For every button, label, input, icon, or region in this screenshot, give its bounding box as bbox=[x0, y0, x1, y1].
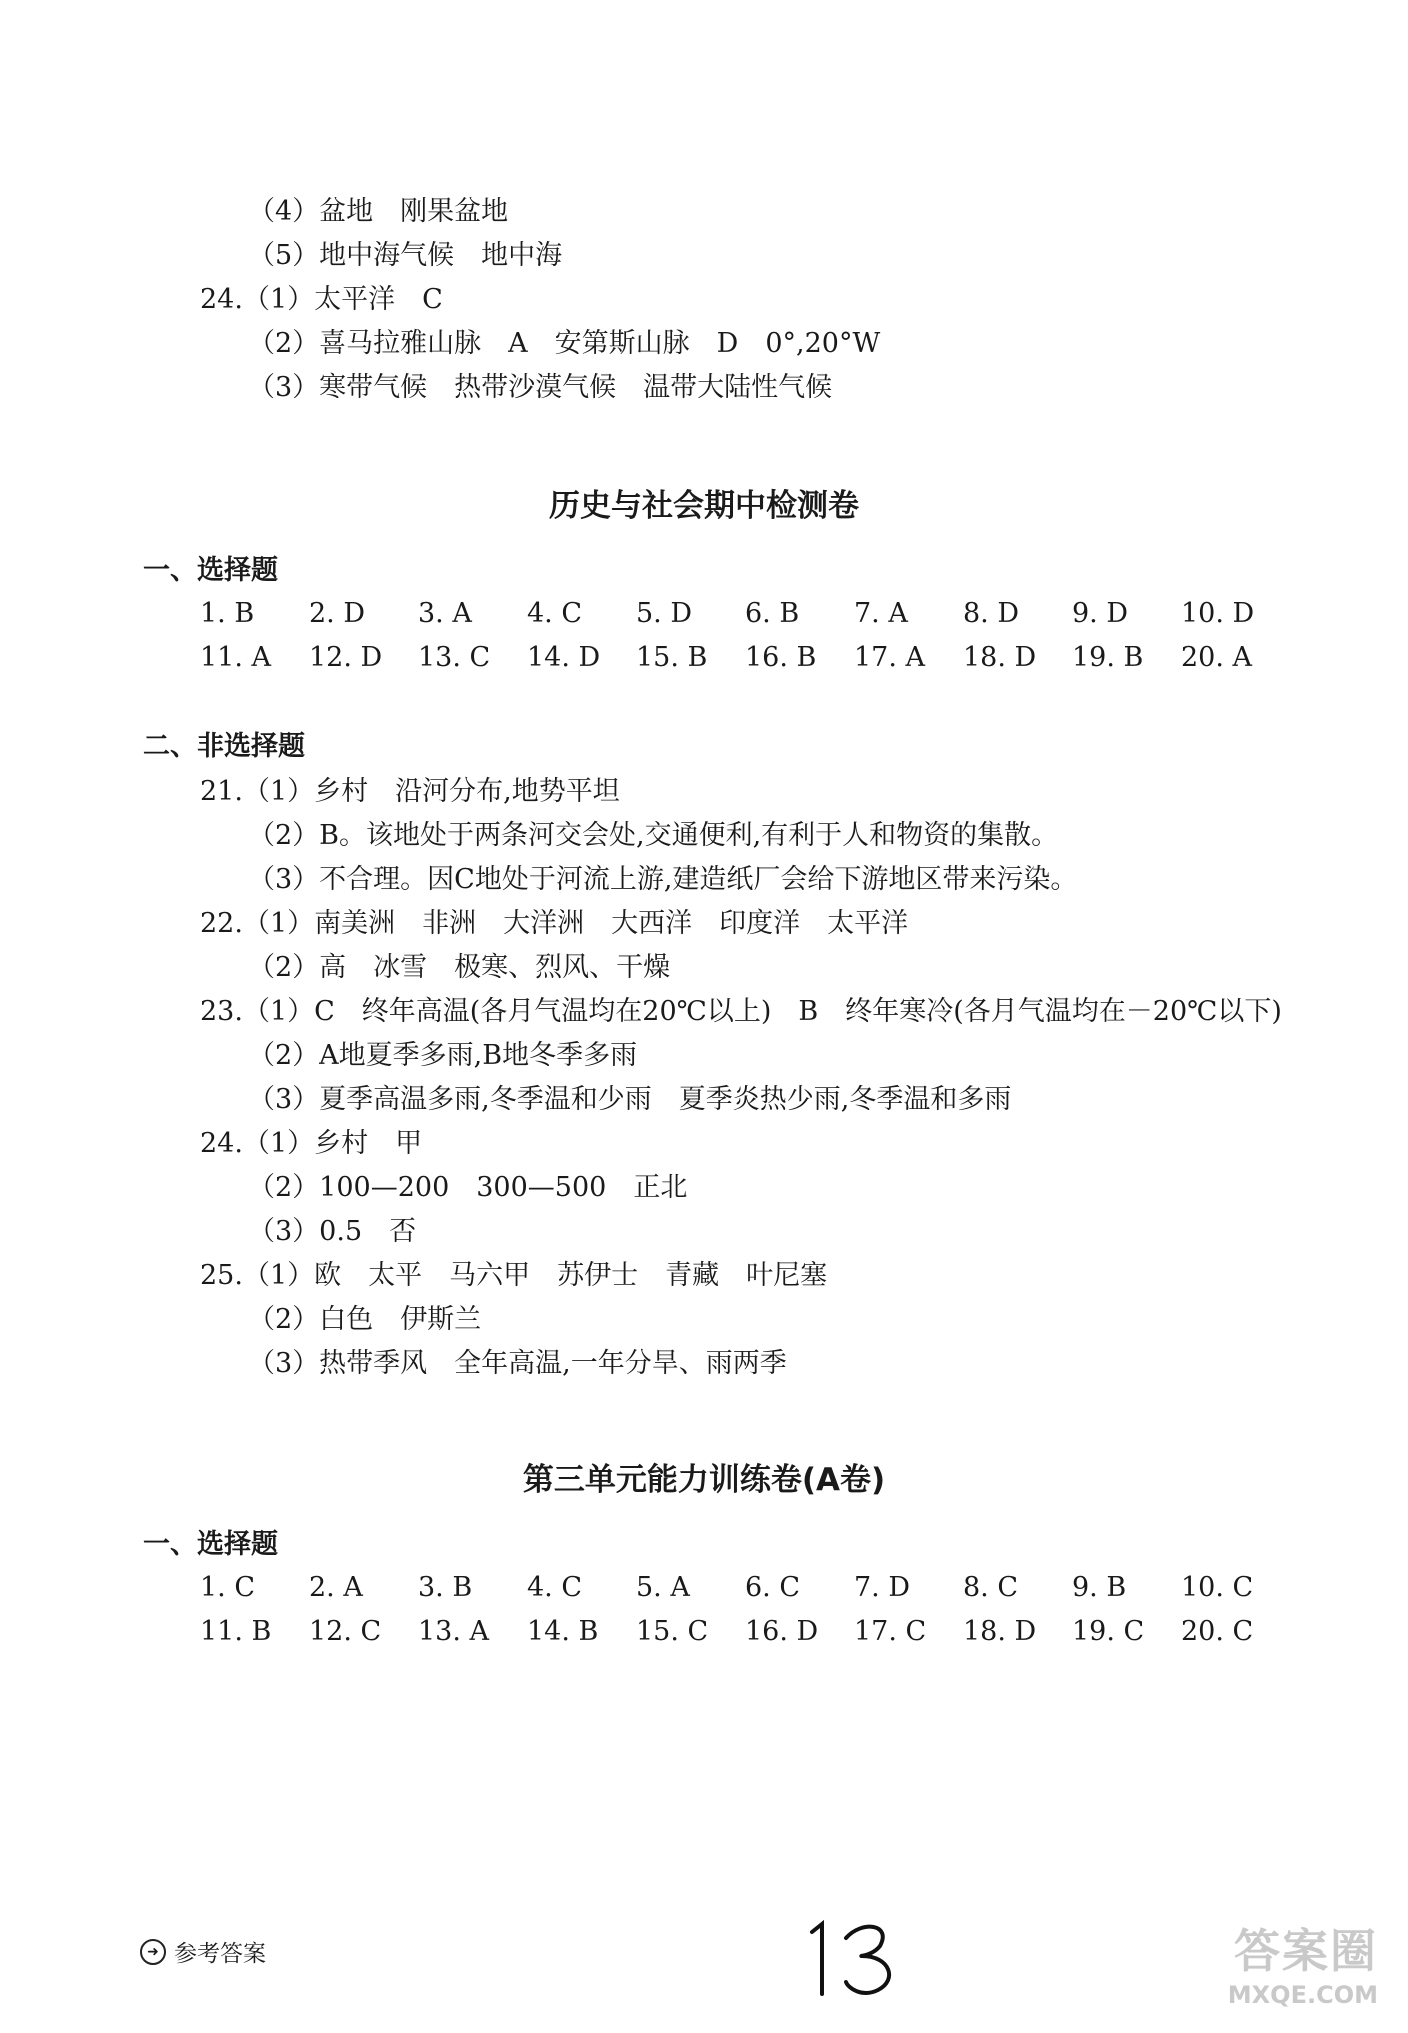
answer-line: （3）不合理。因C地处于河流上游,建造纸厂会给下游地区带来污染。 bbox=[248, 864, 1078, 895]
answer-item: 10. D bbox=[1181, 598, 1255, 629]
answer-item: 20. C bbox=[1181, 1616, 1254, 1647]
answer-item: 13. A bbox=[418, 1616, 490, 1647]
footer bbox=[140, 1935, 266, 1968]
answer-line: （3）寒带气候 热带沙漠气候 温带大陆性气候 bbox=[248, 372, 833, 403]
answer-item: 8. D bbox=[963, 598, 1019, 629]
arrow-circle-icon: ➜ bbox=[140, 1939, 166, 1965]
watermark bbox=[1228, 1915, 1378, 2009]
answer-item: 14. B bbox=[527, 1616, 599, 1647]
footer-label: 参考答案 bbox=[174, 1941, 266, 1967]
answer-item: 12. C bbox=[309, 1616, 382, 1647]
answer-item: 9. B bbox=[1072, 1572, 1127, 1603]
nonchoice-heading: 二、非选择题 bbox=[143, 731, 305, 762]
answer-item: 7. D bbox=[854, 1572, 910, 1603]
answer-item: 18. D bbox=[963, 1616, 1037, 1647]
answer-line: （2）白色 伊斯兰 bbox=[248, 1304, 482, 1335]
answer-item: 12. D bbox=[309, 642, 383, 673]
choice-heading: 一、选择题 bbox=[143, 1529, 278, 1560]
answer-line: （2）A地夏季多雨,B地冬季多雨 bbox=[248, 1040, 638, 1071]
answer-line: 25.（1）欧 太平 马六甲 苏伊士 青藏 叶尼塞 bbox=[200, 1260, 828, 1291]
answer-item: 10. C bbox=[1181, 1572, 1254, 1603]
answer-item: 16. B bbox=[745, 642, 817, 673]
answer-line: 22.（1）南美洲 非洲 大洋洲 大西洋 印度洋 太平洋 bbox=[200, 908, 909, 939]
answer-item: 17. C bbox=[854, 1616, 927, 1647]
answer-line: （2）高 冰雪 极寒、烈风、干燥 bbox=[248, 952, 671, 983]
answer-line: （5）地中海气候 地中海 bbox=[248, 240, 563, 271]
answer-item: 7. A bbox=[854, 598, 908, 629]
answer-line: 24.（1）太平洋 C bbox=[200, 284, 443, 315]
section-title: 历史与社会期中检测卷 bbox=[549, 488, 859, 524]
answer-line: 24.（1）乡村 甲 bbox=[200, 1128, 423, 1159]
answer-line: （3）热带季风 全年高温,一年分旱、雨两季 bbox=[248, 1348, 787, 1379]
answer-item: 1. B bbox=[200, 598, 255, 629]
answer-item: 6. C bbox=[745, 1572, 801, 1603]
watermark-line1: 答案圈 bbox=[1234, 1924, 1378, 1978]
page-number bbox=[800, 1910, 910, 2000]
answer-item: 3. A bbox=[418, 598, 472, 629]
answer-line: （3）夏季高温多雨,冬季温和少雨 夏季炎热少雨,冬季温和多雨 bbox=[248, 1084, 1012, 1115]
answer-item: 5. D bbox=[636, 598, 692, 629]
answer-item: 6. B bbox=[745, 598, 800, 629]
answer-item: 1. C bbox=[200, 1572, 256, 1603]
answer-item: 20. A bbox=[1181, 642, 1253, 673]
answer-item: 19. C bbox=[1072, 1616, 1145, 1647]
answer-item: 14. D bbox=[527, 642, 601, 673]
answer-item: 11. A bbox=[200, 642, 272, 673]
section-title: 第三单元能力训练卷(A卷) bbox=[522, 1462, 886, 1498]
answer-item: 4. C bbox=[527, 598, 583, 629]
answer-line: （4）盆地 刚果盆地 bbox=[248, 196, 509, 227]
answer-item: 2. A bbox=[309, 1572, 363, 1603]
answer-line: （2）B。该地处于两条河交会处,交通便利,有利于人和物资的集散。 bbox=[248, 820, 1059, 851]
answer-line: （3）0.5 否 bbox=[248, 1216, 417, 1247]
answer-line: 21.（1）乡村 沿河分布,地势平坦 bbox=[200, 776, 620, 807]
answer-item: 8. C bbox=[963, 1572, 1019, 1603]
answer-line: （2）喜马拉雅山脉 A 安第斯山脉 D 0°,20°W bbox=[248, 328, 881, 359]
answer-item: 19. B bbox=[1072, 642, 1144, 673]
answer-line: 23.（1）C 终年高温(各月气温均在20℃以上) B 终年寒冷(各月气温均在－20℃以下) bbox=[200, 996, 1282, 1027]
answer-item: 4. C bbox=[527, 1572, 583, 1603]
watermark-line2: MXQE.COM bbox=[1227, 1981, 1378, 2009]
answer-item: 13. C bbox=[418, 642, 491, 673]
answer-item: 5. A bbox=[636, 1572, 690, 1603]
answer-item: 3. B bbox=[418, 1572, 473, 1603]
choice-heading: 一、选择题 bbox=[143, 555, 278, 586]
answer-item: 16. D bbox=[745, 1616, 819, 1647]
answer-item: 15. C bbox=[636, 1616, 709, 1647]
answer-item: 9. D bbox=[1072, 598, 1128, 629]
answer-line: （2）100—200 300—500 正北 bbox=[248, 1172, 688, 1203]
answer-item: 15. B bbox=[636, 642, 708, 673]
answer-item: 18. D bbox=[963, 642, 1037, 673]
answer-item: 11. B bbox=[200, 1616, 272, 1647]
answer-item: 2. D bbox=[309, 598, 365, 629]
answer-item: 17. A bbox=[854, 642, 926, 673]
